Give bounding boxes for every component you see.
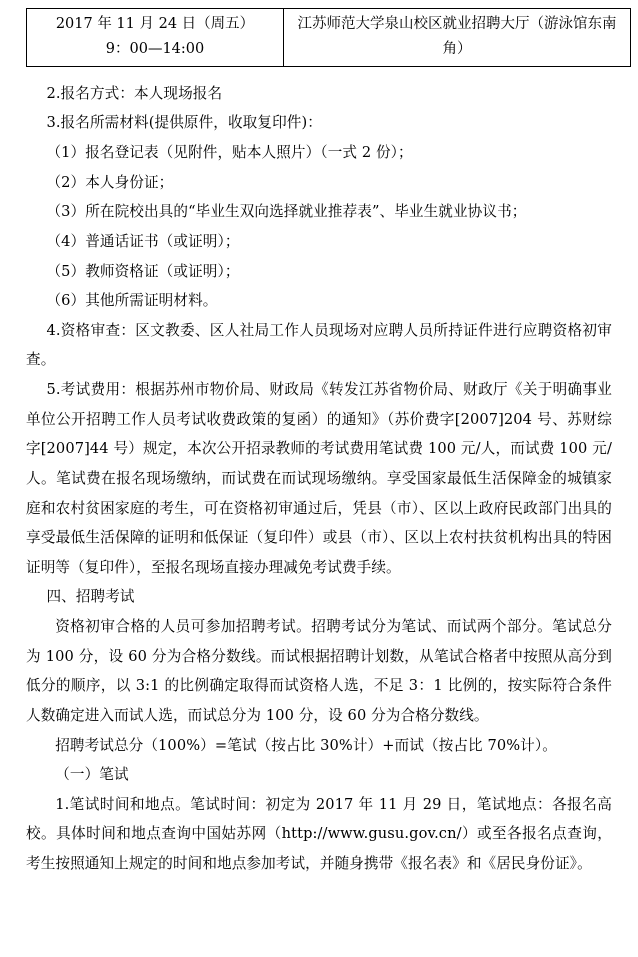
schedule-hours-text: 9：00—14:00	[105, 41, 205, 58]
paragraph-material-item-1: （1）报名登记表（见附件，贴本人照片）（一式 2 份）；	[46, 144, 413, 161]
schedule-place-cell: 江苏师范大学泉山校区就业招聘大厅（游泳馆东南角）	[284, 9, 631, 67]
paragraph-material-item-4: （4）普通话证书（或证明）；	[46, 232, 240, 250]
paragraph-exam-fee: 5.考试费用：根据苏州市物价局、财政局《转发江苏省物价局、财政厅《关于明确事业单位公开招聘工作人员考试收费政策的复函）的通知》（苏价费字[2007]204 号、苏财综字[2007]44 号）规定，本次公开招录教师的考试费用笔试费 100 元/人，而试费 100 元/人。笔试费在报名现场缴纳，而试费在而试现场缴纳。享受国家最低生活保障金的城镇家庭和农村贫困家庭的考生，可在资格初审通过后，凭县（市）、区以上政府民政部门出具的享受最低生活保障的证明和低保证（复印件）或县（市）、区以上农村扶贫机构出具的特困证明等（复印件），至报名现场直接办理减免考试费手续。	[26, 381, 612, 576]
schedule-date-text: 2017 年 11 月 24 日（周五）	[55, 16, 255, 32]
schedule-time-cell	[27, 9, 284, 67]
paragraph-registration-method: 2.报名方式：本人现场报名	[46, 84, 223, 102]
subsection-heading-written-exam: （一）笔试	[55, 766, 129, 784]
paragraph-exam-structure: 资格初审合格的人员可参加招聘考试。招聘考试分为笔试、而试两个部分。笔试总分为 100 分，设 60 分为合格分数线。而试根据招聘计划数，从笔试合格者中按照从高分到低分的顺序，以 3:1 的比例确定取得而试资格人选，不足 3：1 比例的，按实际符合条件人数确定进入而试人选，而试总分为 100 分，设 60 分为合格分数线。	[26, 618, 612, 724]
section-heading-recruitment-exam: 四、招聘考试	[46, 588, 135, 606]
paragraph-written-exam-time-place: 1.笔试时间和地点。笔试时间：初定为 2017 年 11 月 29 日，笔试地点：各报名高校。具体时间和地点查询中国姑苏网（http://www.gusu.gov.cn/）或至各报名点查询，考生按照通知上规定的时间和地点参加考试，并随身携带《报名表》和《居民身份证》。	[26, 795, 612, 872]
table-row	[27, 9, 631, 67]
paragraph-required-materials-heading: 3.报名所需材料(提供原件，收取复印件)：	[46, 114, 322, 132]
paragraph-material-item-5: （5）教师资格证（或证明）；	[46, 262, 240, 280]
recruitment-schedule-table	[26, 8, 631, 67]
paragraph-material-item-3: （3）所在院校出具的“毕业生双向选择就业推荐表”、毕业生就业协议书；	[46, 203, 527, 221]
paragraph-material-item-6: （6）其他所需证明材料。	[46, 292, 218, 310]
paragraph-material-item-2: （2）本人身份证；	[46, 173, 174, 191]
document-body	[26, 79, 612, 879]
paragraph-qualification-review: 4.资格审查：区文教委、区人社局工作人员现场对应聘人员所持证件进行应聘资格初审查。	[26, 321, 612, 369]
schedule-table-body	[27, 9, 631, 67]
paragraph-total-score-formula: 招聘考试总分（100%）=笔试（按占比 30%计）+而试（按占比 70%计）。	[55, 736, 557, 754]
